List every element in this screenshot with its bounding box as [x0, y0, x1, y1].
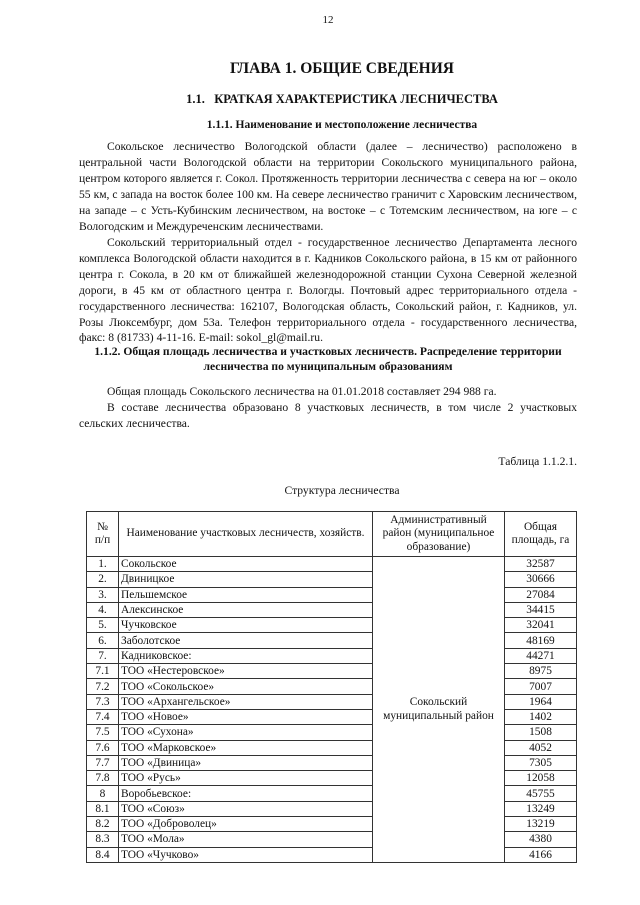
table-title: Структура лесничества: [284, 484, 400, 497]
row-name: Двиницкое: [119, 572, 373, 587]
paragraph-territorial-office: Сокольский территориальный отдел - государственное лесничество Департамента лесного комплекса Вологодской области находится в г. Кадников Сокольского района, в 15 км от районного центра г. Сокола, в 20 км от ближайшей железнодорожной станции Сухона Северной железной дороги, в 45 км от областного центра г. Вологды. Почтовый адрес территориального отдела - государственного лесничества: 162107, Вологодская область, Сокольский район, г. Кадников, ул. Розы Люксембург, дом 53а. Телефон территориального отдела - государственного лесничества, факс: 8 (81733) 4-11-16. E-mail: sokol_gl@mail.ru.: [79, 236, 577, 345]
row-name: ТОО «Мола»: [119, 832, 373, 847]
forestry-structure-table: [86, 511, 577, 863]
table-header-row: [87, 512, 577, 557]
row-name: ТОО «Двиница»: [119, 755, 373, 770]
row-number: 7.1: [87, 664, 119, 679]
row-name: Сокольское: [119, 557, 373, 572]
row-name: Алексинское: [119, 602, 373, 617]
row-number: 7.4: [87, 709, 119, 724]
row-number: 4.: [87, 602, 119, 617]
row-number: 5.: [87, 618, 119, 633]
row-area: 32041: [505, 618, 577, 633]
row-number: 8.4: [87, 847, 119, 862]
row-area: 8975: [505, 664, 577, 679]
row-area: 48169: [505, 633, 577, 648]
row-area: 1964: [505, 694, 577, 709]
paragraph-total-area: Общая площадь Сокольского лесничества на 01.01.2018 составляет 294 988 га.: [107, 385, 497, 398]
row-area: 32587: [505, 557, 577, 572]
row-district: Сокольский муниципальный район: [373, 557, 505, 863]
row-number: 3.: [87, 587, 119, 602]
row-area: 34415: [505, 602, 577, 617]
row-number: 6.: [87, 633, 119, 648]
row-name: ТОО «Нестеровское»: [119, 664, 373, 679]
subsection-title: 1.1.1. Наименование и местоположение лесничества: [206, 119, 478, 131]
row-number: 8.1: [87, 801, 119, 816]
row-area: 13219: [505, 817, 577, 832]
header-num: № п/п: [87, 512, 119, 557]
row-area: 45755: [505, 786, 577, 801]
row-number: 2.: [87, 572, 119, 587]
table-number: Таблица 1.1.2.1.: [498, 455, 577, 468]
row-area: 4052: [505, 740, 577, 755]
row-number: 7.3: [87, 694, 119, 709]
row-area: 12058: [505, 771, 577, 786]
row-area: 4166: [505, 847, 577, 862]
row-name: ТОО «Русь»: [119, 771, 373, 786]
subsection-title-area: [79, 344, 577, 374]
row-name: ТОО «Сухона»: [119, 725, 373, 740]
paragraph-location: Сокольское лесничество Вологодской области (далее – лесничество) расположено в центральной части Вологодской области на территории Сокольского муниципального района, центром которого является г. Сокол. Протяженность территории лесничества с севера на юг – около 55 км, с запада на восток более 100 км. На севере лесничество граничит с Харовским лесничеством, на западе – с Усть-Кубинским лесничеством, на востоке – с Тотемским лесничеством, на юге – с Вологодским и Междуреченским лесничествами.: [79, 140, 577, 233]
row-name: Чучковское: [119, 618, 373, 633]
row-name: ТОО «Сокольское»: [119, 679, 373, 694]
row-number: 7.: [87, 648, 119, 663]
table-row: [87, 557, 577, 572]
row-name: ТОО «Архангельское»: [119, 694, 373, 709]
row-name: Кадниковское:: [119, 648, 373, 663]
row-area: 1402: [505, 709, 577, 724]
row-area: 44271: [505, 648, 577, 663]
row-area: 1508: [505, 725, 577, 740]
page-number: 12: [322, 14, 334, 26]
row-name: ТОО «Новое»: [119, 709, 373, 724]
row-number: 7.8: [87, 771, 119, 786]
header-name: Наименование участковых лесничеств, хозяйств.: [119, 512, 373, 557]
row-name: ТОО «Доброволец»: [119, 817, 373, 832]
row-area: 30666: [505, 572, 577, 587]
row-number: 7.5: [87, 725, 119, 740]
header-area: Общая площадь, га: [505, 512, 577, 557]
row-name: Пельшемское: [119, 587, 373, 602]
section-title: 1.1. КРАТКАЯ ХАРАКТЕРИСТИКА ЛЕСНИЧЕСТВА: [186, 92, 498, 106]
row-area: 7007: [505, 679, 577, 694]
row-name: Воробьевское:: [119, 786, 373, 801]
paragraph-composition: В составе лесничества образовано 8 участковых лесничеств, в том числе 2 участковых сельских лесничества.: [79, 401, 577, 430]
row-number: 1.: [87, 557, 119, 572]
row-area: 4380: [505, 832, 577, 847]
row-name: ТОО «Марковское»: [119, 740, 373, 755]
row-number: 8.3: [87, 832, 119, 847]
subsection-title-line: лесничества по муниципальным образованиям: [203, 360, 453, 373]
row-number: 7.6: [87, 740, 119, 755]
row-number: 8: [87, 786, 119, 801]
subsection-title-line: 1.1.2. Общая площадь лесничества и участковых лесничеств. Распределение территории: [94, 345, 562, 358]
row-number: 7.7: [87, 755, 119, 770]
row-name: ТОО «Чучково»: [119, 847, 373, 862]
row-name: ТОО «Союз»: [119, 801, 373, 816]
row-name: Заболотское: [119, 633, 373, 648]
row-number: 8.2: [87, 817, 119, 832]
row-area: 7305: [505, 755, 577, 770]
row-area: 13249: [505, 801, 577, 816]
row-number: 7.2: [87, 679, 119, 694]
chapter-title: ГЛАВА 1. ОБЩИЕ СВЕДЕНИЯ: [230, 60, 454, 77]
header-district: Административный район (муниципальное образование): [373, 512, 505, 557]
row-area: 27084: [505, 587, 577, 602]
